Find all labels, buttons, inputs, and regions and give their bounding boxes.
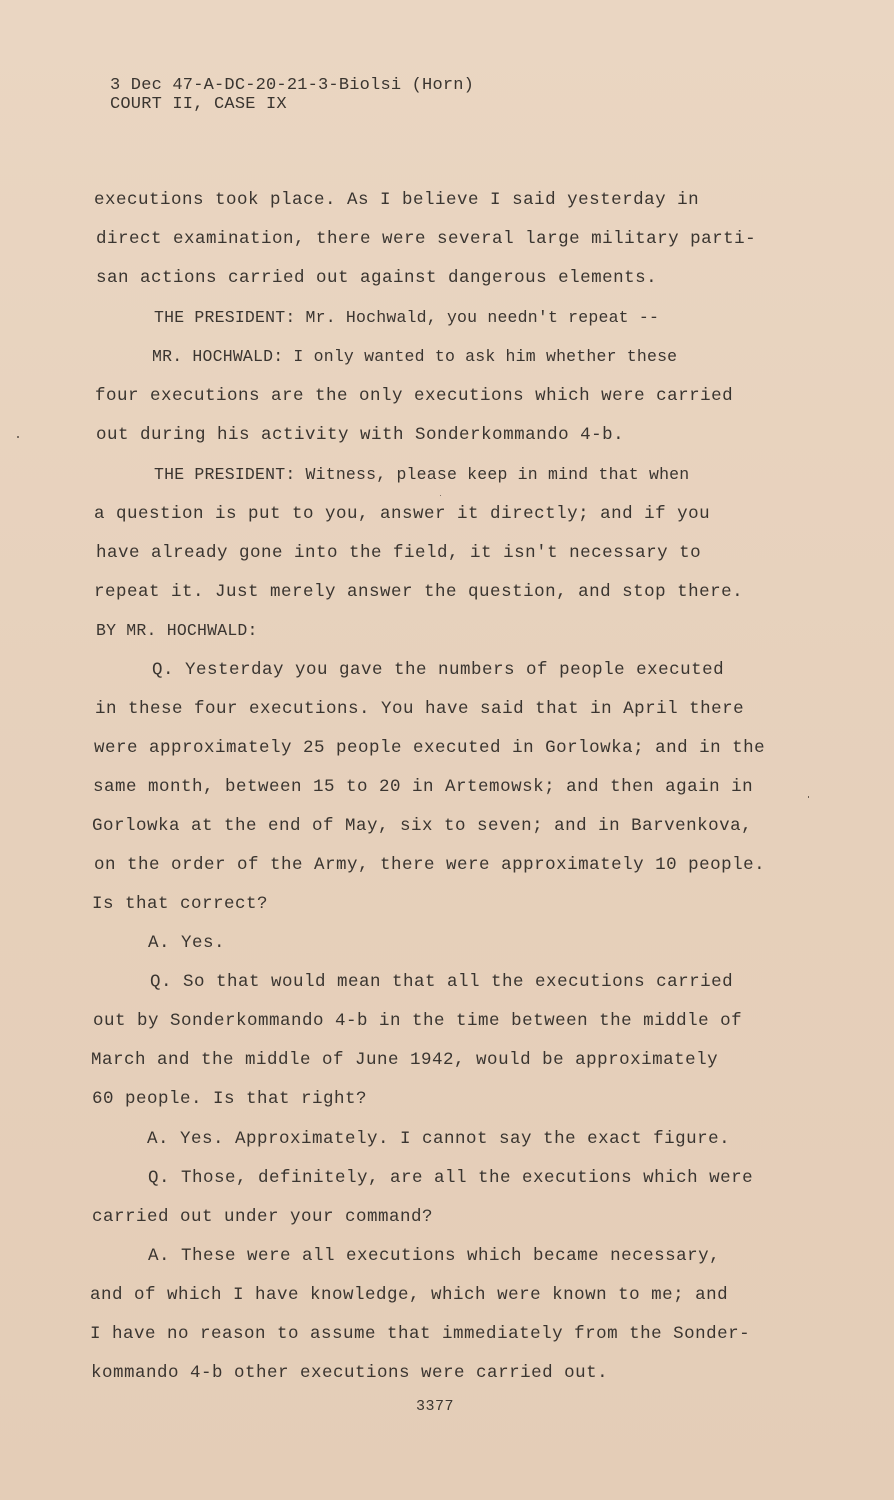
transcript-line: BY MR. HOCHWALD: [96,621,258,640]
transcript-line: Q. Those, definitely, are all the executions which were [148,1168,754,1188]
transcript-line: THE PRESIDENT: Mr. Hochwald, you needn't repeat -- [154,308,660,327]
transcript-line: carried out under your command? [92,1207,434,1227]
transcript-line: Gorlowka at the end of May, six to seven; and in Barvenkova, [92,816,753,836]
transcript-line: March and the middle of June 1942, would be approximately [91,1050,719,1070]
transcript-line: Q. So that would mean that all the executions carried [150,972,734,992]
page-number: 3377 [416,1398,455,1415]
transcript-line: on the order of the Army, there were approximately 10 people. [94,855,766,875]
transcript-line: repeat it. Just merely answer the question, and stop there. [94,582,744,602]
transcript-line: executions took place. As I believe I said yesterday in [94,190,700,210]
transcript-line: in these four executions. You have said that in April there [95,699,745,719]
transcript-line: and of which I have knowledge, which were known to me; and [90,1285,729,1305]
transcript-line: same month, between 15 to 20 in Artemowsk; and then again in [93,777,754,797]
transcript-line: A. Yes. [148,933,226,953]
transcript-line: MR. HOCHWALD: I only wanted to ask him whether these [152,347,678,366]
document-header [110,76,474,114]
transcript-line: san actions carried out against dangerous elements. [96,268,658,288]
transcript-line: four executions are the only executions which were carried [95,386,734,406]
transcript-line: out during his activity with Sonderkommando 4-b. [96,425,625,445]
transcript-line: Q. Yesterday you gave the numbers of people executed [152,660,725,680]
transcript-line: a question is put to you, answer it directly; and if you [94,504,711,524]
transcript-line: were approximately 25 people executed in Gorlowka; and in the [94,738,766,758]
paper-speck [17,436,19,438]
transcript-line: THE PRESIDENT: Witness, please keep in mind that when [154,465,690,484]
transcript-line: A. Yes. Approximately. I cannot say the exact figure. [147,1129,731,1149]
transcript-line: direct examination, there were several large military parti- [96,229,757,249]
header-line-court-case: COURT II, CASE IX [110,95,287,114]
transcript-line: kommando 4-b other executions were carried out. [91,1363,609,1383]
transcript-line: 60 people. Is that right? [92,1089,368,1109]
transcript-line: out by Sonderkommando 4-b in the time between the middle of [93,1011,743,1031]
transcript-line: A. These were all executions which became necessary, [148,1246,721,1266]
transcript-line: I have no reason to assume that immediately from the Sonder- [90,1324,751,1344]
transcript-line: Is that correct? [92,894,269,914]
transcript-line: have already gone into the field, it isn't necessary to [96,543,702,563]
paper-speck [808,796,809,798]
header-line-date-reference: 3 Dec 47-A-DC-20-21-3-Biolsi (Horn) [110,76,475,95]
paper-speck [440,495,441,496]
